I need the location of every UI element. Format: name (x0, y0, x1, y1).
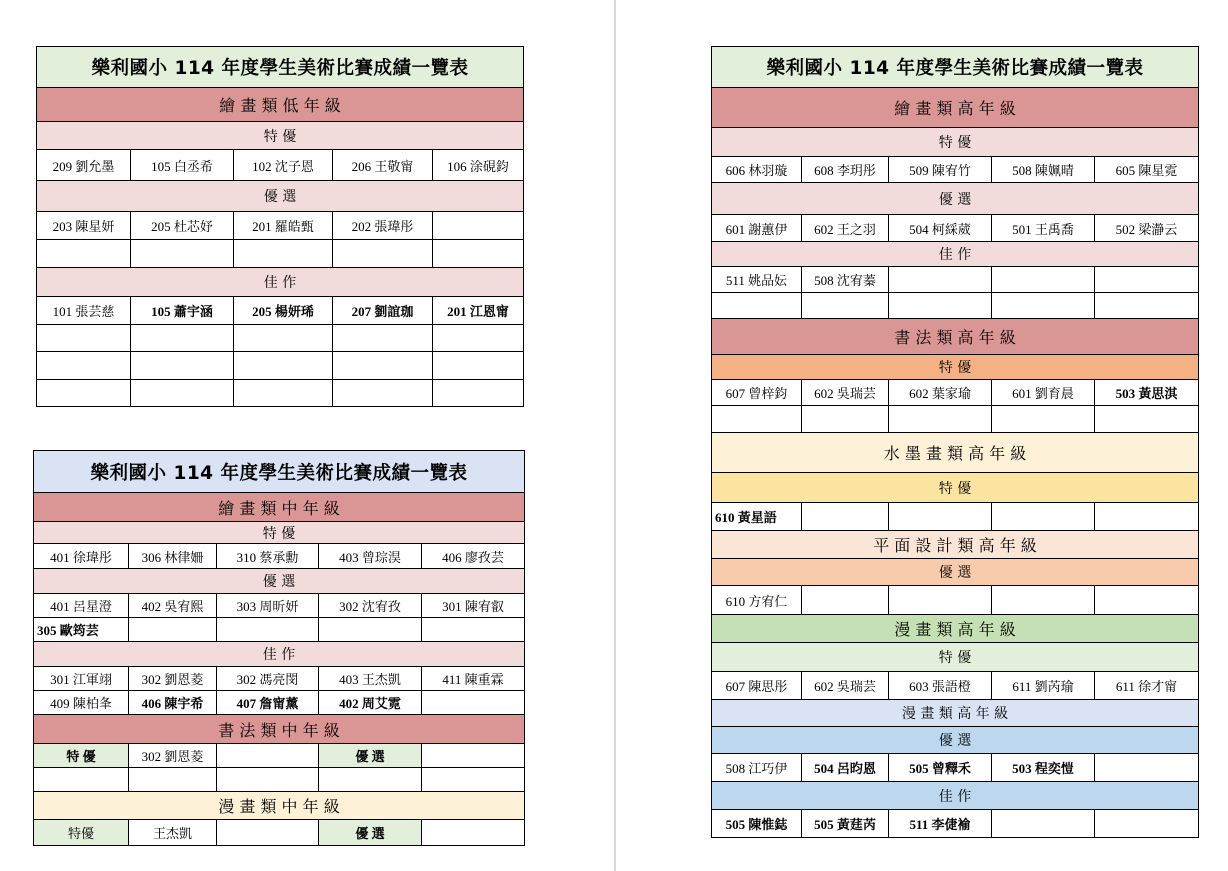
empty-cell (992, 293, 1095, 319)
table-cell: 101 張芸慈 (37, 297, 131, 325)
empty-cell (422, 820, 525, 846)
table-cell: 406 陳宇希 (129, 691, 217, 715)
table-cell: 605 陳星霓 (1095, 157, 1199, 183)
table-cell: 411 陳重霖 (422, 667, 525, 691)
empty-cell (333, 380, 433, 407)
table-cell: 508 陳姵晴 (992, 157, 1095, 183)
empty-cell (319, 618, 422, 642)
section-calligraphy-high: 書 法 類 高 年 級 (712, 319, 1199, 355)
category-special: 特 優 (34, 522, 525, 544)
empty-cell (802, 406, 889, 433)
table-cell: 105 白丞希 (131, 150, 234, 181)
empty-cell (131, 325, 234, 352)
table-cell: 505 曾釋禾 (889, 754, 992, 782)
empty-cell (433, 380, 524, 407)
table-cell: 601 劉育晨 (992, 380, 1095, 406)
table-cell: 302 劉恩菱 (129, 744, 217, 768)
category-special: 特 優 (712, 473, 1199, 503)
table-cell: 302 馮亮閔 (217, 667, 319, 691)
table-cell: 203 陳星妍 (37, 212, 131, 240)
label-special: 特優 (34, 820, 129, 846)
table-low-grade (36, 46, 524, 407)
category-special: 特 優 (712, 643, 1199, 672)
empty-cell (1095, 406, 1199, 433)
section-comic-high: 漫 畫 類 高 年 級 (712, 615, 1199, 643)
empty-cell (992, 586, 1095, 615)
empty-cell (889, 586, 992, 615)
empty-cell (1095, 810, 1199, 838)
table-cell: 406 廖孜芸 (422, 544, 525, 569)
table-cell: 611 劉芮瑜 (992, 672, 1095, 700)
table-cell: 209 劉允墨 (37, 150, 131, 181)
empty-cell (234, 352, 333, 380)
page-title: 樂利國小 114 年度學生美術比賽成績一覽表 (712, 47, 1199, 88)
table-high-grade (711, 46, 1199, 838)
empty-cell (1095, 586, 1199, 615)
empty-cell (992, 406, 1095, 433)
table-cell: 607 曾梓鈞 (712, 380, 802, 406)
empty-cell (1095, 293, 1199, 319)
empty-cell (1095, 503, 1199, 531)
empty-cell (1095, 754, 1199, 782)
empty-cell (889, 406, 992, 433)
empty-cell (37, 380, 131, 407)
empty-cell (37, 240, 131, 268)
empty-cell (802, 586, 889, 615)
empty-cell (422, 768, 525, 792)
table-cell: 407 詹甯薰 (217, 691, 319, 715)
table-cell: 511 姚品妘 (712, 267, 802, 293)
table-cell: 201 江恩甯 (433, 297, 524, 325)
section-painting-high: 繪 畫 類 高 年 級 (712, 88, 1199, 128)
table-cell: 302 沈宥孜 (319, 594, 422, 618)
table-cell: 207 劉誼珈 (333, 297, 433, 325)
table-cell: 602 王之羽 (802, 215, 889, 242)
empty-cell (433, 325, 524, 352)
empty-cell (131, 240, 234, 268)
empty-cell (422, 744, 525, 768)
table-cell: 301 江軍翊 (34, 667, 129, 691)
empty-cell (802, 503, 889, 531)
empty-cell (889, 293, 992, 319)
empty-cell (131, 352, 234, 380)
table-cell: 401 呂星澄 (34, 594, 129, 618)
table-cell: 509 陳宥竹 (889, 157, 992, 183)
section-ink-painting-high: 水 墨 畫 類 高 年 級 (712, 433, 1199, 473)
table-cell: 611 徐才甯 (1095, 672, 1199, 700)
empty-cell (217, 618, 319, 642)
table-cell: 503 程奕愷 (992, 754, 1095, 782)
category-excellent: 優 選 (712, 183, 1199, 215)
section-comic-high-continued: 漫 畫 類 高 年 級 (712, 700, 1199, 727)
empty-cell (422, 691, 525, 715)
empty-cell (889, 267, 992, 293)
empty-cell (217, 744, 319, 768)
table-cell: 402 吳宥熙 (129, 594, 217, 618)
table-cell: 401 徐瑋彤 (34, 544, 129, 569)
table-cell: 王杰凱 (129, 820, 217, 846)
table-cell: 303 周昕妍 (217, 594, 319, 618)
table-cell: 206 王敬甯 (333, 150, 433, 181)
label-excellent: 優 選 (319, 820, 422, 846)
category-special: 特 優 (712, 355, 1199, 380)
label-special: 特 優 (34, 744, 129, 768)
empty-cell (37, 325, 131, 352)
empty-cell (333, 325, 433, 352)
empty-cell (992, 810, 1095, 838)
table-cell: 511 李倢褕 (889, 810, 992, 838)
label-excellent: 優 選 (319, 744, 422, 768)
empty-cell (129, 768, 217, 792)
empty-cell (234, 240, 333, 268)
table-cell: 205 楊妍琋 (234, 297, 333, 325)
empty-cell (37, 352, 131, 380)
table-cell: 205 杜芯妤 (131, 212, 234, 240)
category-excellent: 優 選 (37, 181, 524, 212)
page-title: 樂利國小 114 年度學生美術比賽成績一覽表 (34, 451, 525, 493)
page-title: 樂利國小 114 年度學生美術比賽成績一覽表 (37, 47, 524, 88)
table-cell: 403 曾琮淏 (319, 544, 422, 569)
category-good: 佳 作 (34, 642, 525, 667)
empty-cell (422, 618, 525, 642)
empty-cell (333, 352, 433, 380)
empty-cell (319, 768, 422, 792)
table-cell: 602 葉家瑜 (889, 380, 992, 406)
section-calligraphy-mid: 書 法 類 中 年 級 (34, 715, 525, 744)
table-cell: 508 江巧伊 (712, 754, 802, 782)
table-cell: 606 林羽璇 (712, 157, 802, 183)
table-cell: 504 呂昀恩 (802, 754, 889, 782)
table-cell: 502 梁瀞云 (1095, 215, 1199, 242)
table-cell: 105 蕭宇涵 (131, 297, 234, 325)
empty-cell (992, 267, 1095, 293)
empty-cell (992, 503, 1095, 531)
empty-cell (131, 380, 234, 407)
empty-cell (802, 293, 889, 319)
empty-cell (129, 618, 217, 642)
table-cell: 102 沈子恩 (234, 150, 333, 181)
section-painting-mid: 繪 畫 類 中 年 級 (34, 493, 525, 522)
table-cell: 201 羅皓甄 (234, 212, 333, 240)
table-cell: 602 吳瑞芸 (802, 672, 889, 700)
table-cell: 505 黃莛芮 (802, 810, 889, 838)
table-cell: 301 陳宥叡 (422, 594, 525, 618)
category-good: 佳 作 (712, 242, 1199, 267)
table-cell: 505 陳惟鋕 (712, 810, 802, 838)
table-cell: 106 涂硯鈞 (433, 150, 524, 181)
category-excellent: 優 選 (712, 727, 1199, 754)
table-cell: 305 歐筠芸 (34, 618, 129, 642)
table-cell: 306 林律姍 (129, 544, 217, 569)
table-cell: 601 謝蕙伊 (712, 215, 802, 242)
table-cell: 503 黃思淇 (1095, 380, 1199, 406)
table-cell: 310 蔡承勳 (217, 544, 319, 569)
empty-cell (1095, 267, 1199, 293)
empty-cell (234, 380, 333, 407)
table-cell: 403 王杰凱 (319, 667, 422, 691)
table-cell (433, 212, 524, 240)
empty-cell (234, 325, 333, 352)
empty-cell (217, 820, 319, 846)
table-cell: 402 周艾霓 (319, 691, 422, 715)
section-painting-low: 繪 畫 類 低 年 級 (37, 88, 524, 122)
table-cell: 607 陳思彤 (712, 672, 802, 700)
table-cell: 608 李玥彤 (802, 157, 889, 183)
table-mid-grade (33, 450, 525, 846)
empty-cell (433, 240, 524, 268)
section-graphic-design-high: 平 面 設 計 類 高 年 級 (712, 531, 1199, 559)
table-cell: 501 王禹喬 (992, 215, 1095, 242)
page-divider (614, 0, 616, 871)
section-comic-mid: 漫 畫 類 中 年 級 (34, 792, 525, 820)
empty-cell (712, 406, 802, 433)
table-cell: 610 方宥仁 (712, 586, 802, 615)
category-good: 佳 作 (712, 782, 1199, 810)
empty-cell (433, 352, 524, 380)
table-cell: 610 黃星語 (712, 503, 802, 531)
category-excellent: 優 選 (34, 569, 525, 594)
category-special: 特 優 (712, 128, 1199, 157)
table-cell: 409 陳柏夆 (34, 691, 129, 715)
table-cell: 602 吳瑞芸 (802, 380, 889, 406)
table-cell: 603 張語橙 (889, 672, 992, 700)
table-cell: 504 柯綵葳 (889, 215, 992, 242)
category-good: 佳 作 (37, 268, 524, 297)
empty-cell (34, 768, 129, 792)
empty-cell (333, 240, 433, 268)
category-special: 特 優 (37, 122, 524, 150)
category-excellent: 優 選 (712, 559, 1199, 586)
table-cell: 202 張瑋彤 (333, 212, 433, 240)
empty-cell (889, 503, 992, 531)
table-cell: 302 劉恩菱 (129, 667, 217, 691)
empty-cell (217, 768, 319, 792)
empty-cell (712, 293, 802, 319)
table-cell: 508 沈宥蓁 (802, 267, 889, 293)
